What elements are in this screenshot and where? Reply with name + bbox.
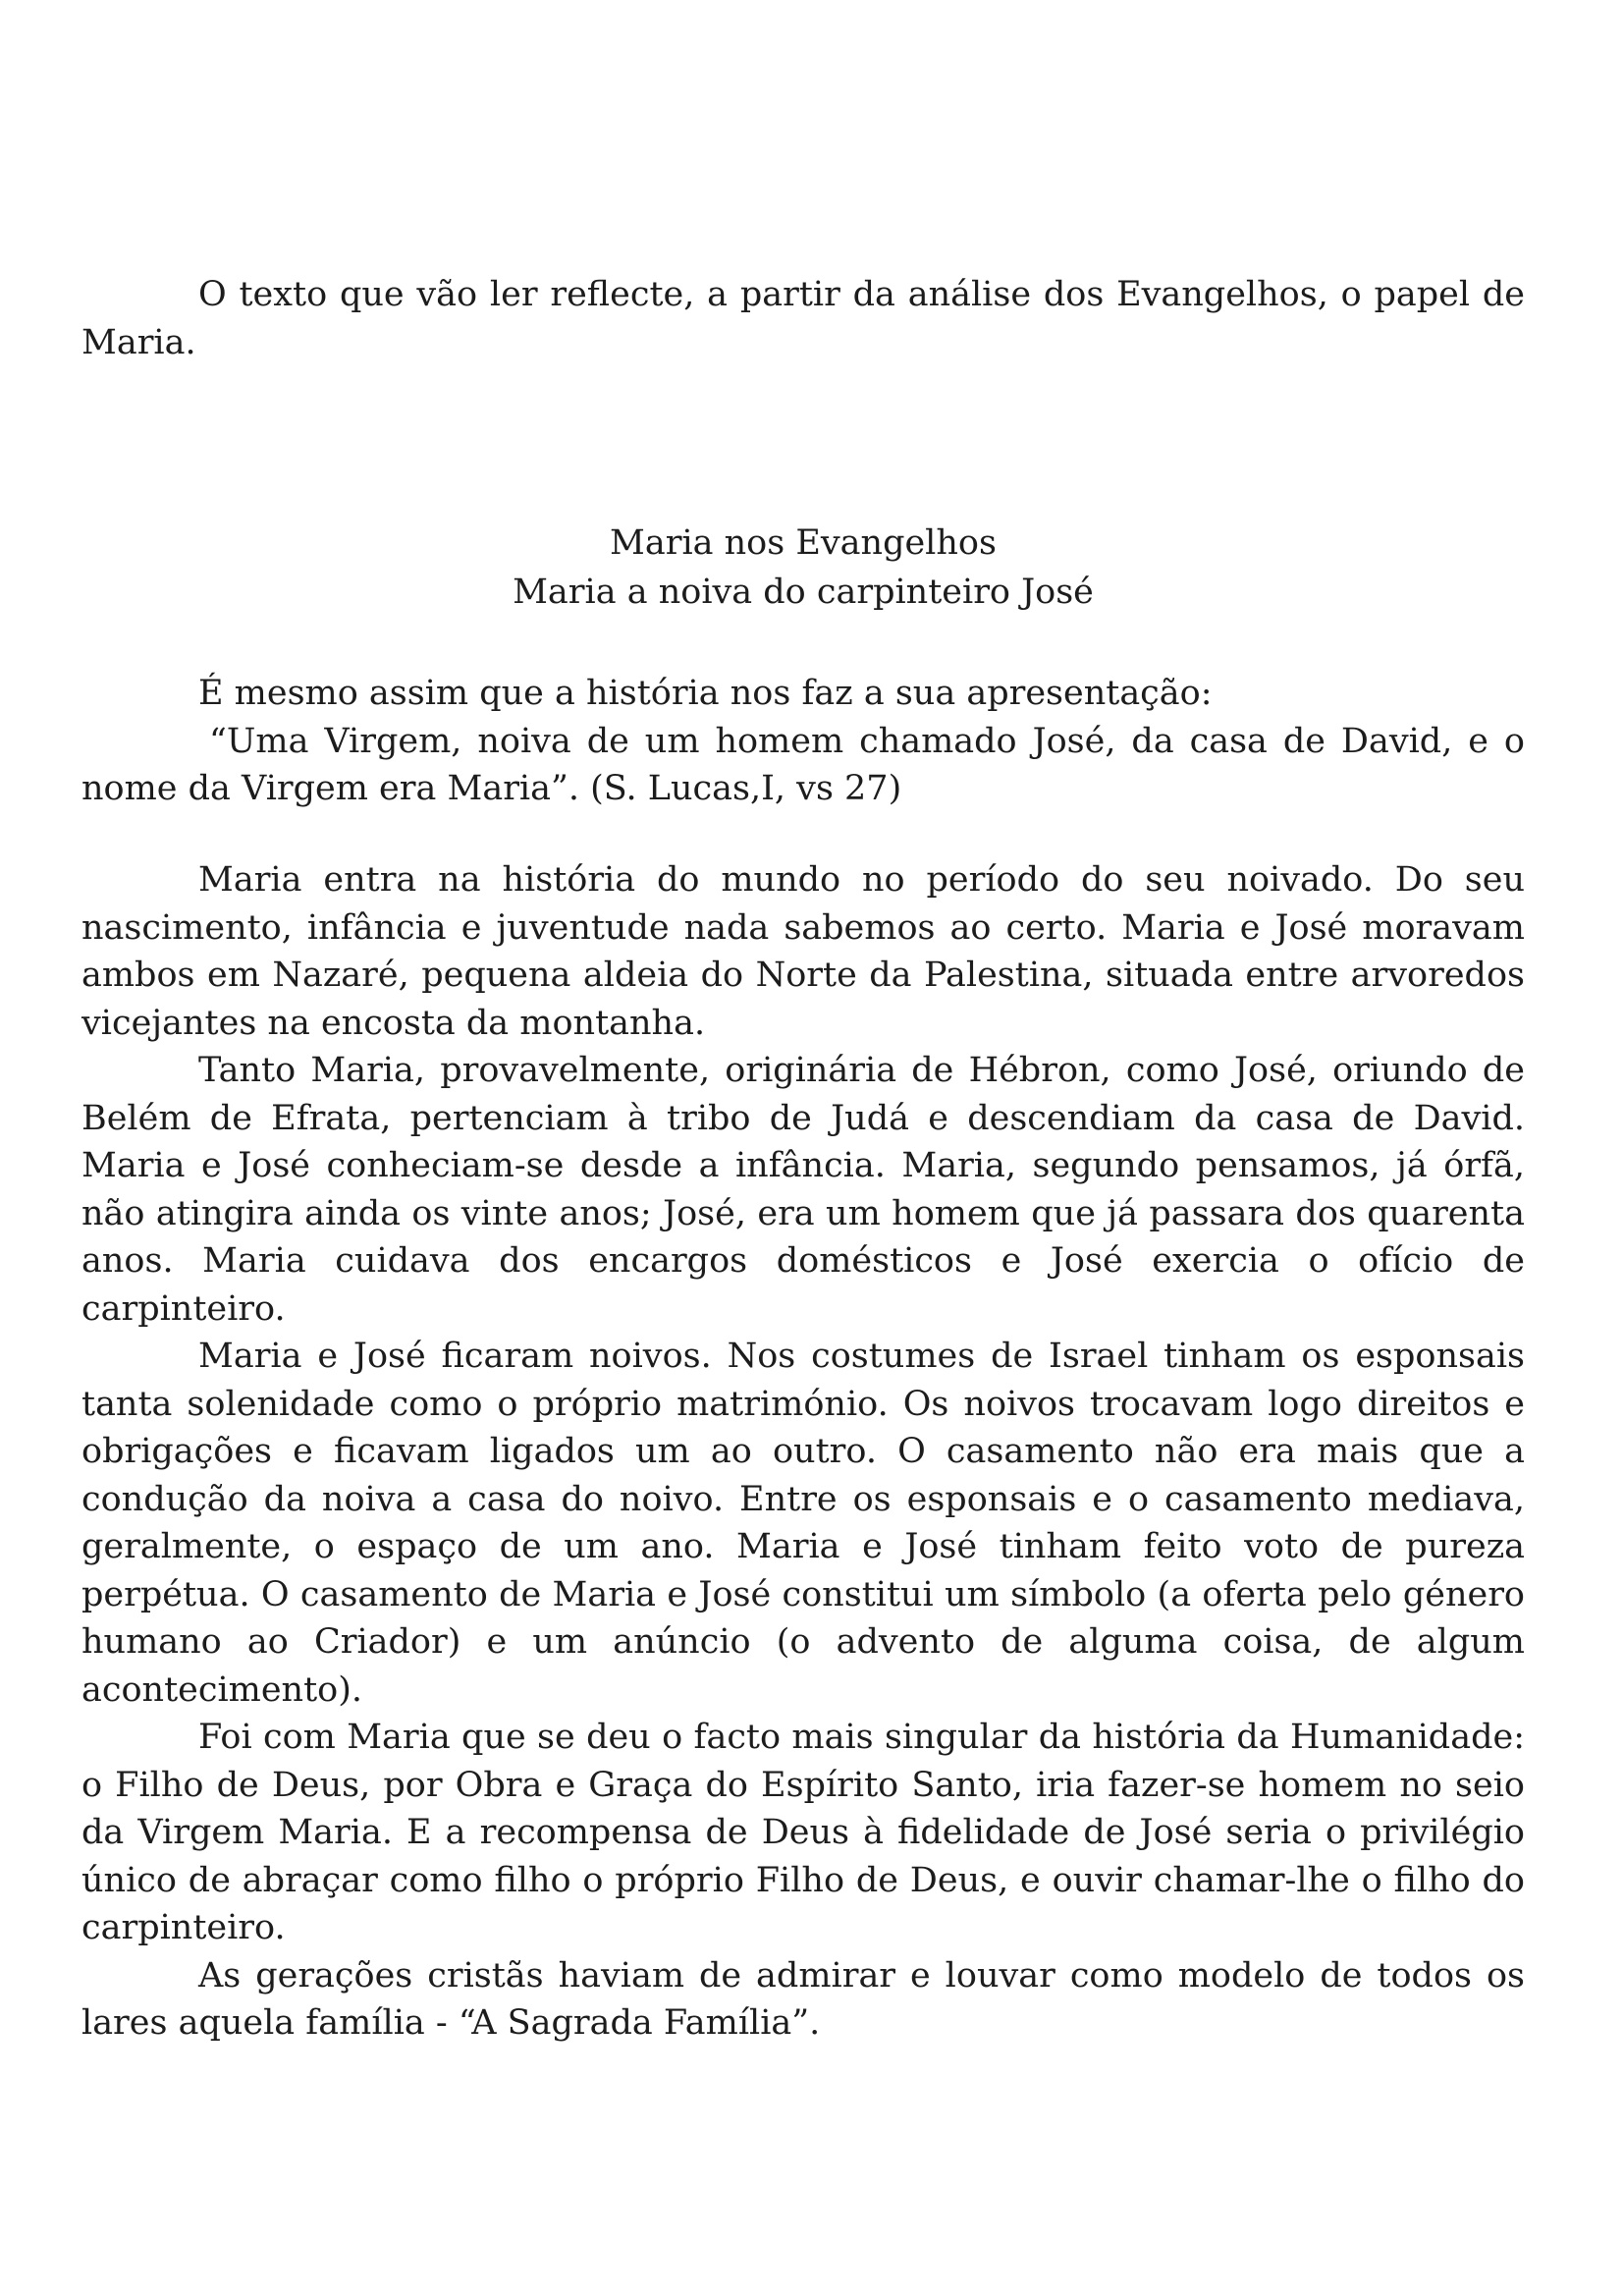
main-title: Maria nos Evangelhos [610,523,997,563]
sub-title: Maria a noiva do carpinteiro José [513,573,1094,612]
body-paragraph-2: Tanto Maria, provavelmente, originária de Hébron, como José, oriundo de Belém de Efrata, pertenciam à tribo de Judá e descendiam da casa de David. Maria e José conheciam-se desde a infância. Maria, segundo pensamos, já órfã, não atingira ainda os vinte anos; José, era um homem que já passara dos quarenta anos. Maria cuidava dos encargos domésticos e José exercia o ofício de carpinteiro. [81,1051,1525,1329]
title-block [81,519,1525,617]
body-paragraph-1: Maria entra na história do mundo no período do seu noivado. Do seu nascimento, infância e juventude nada sabemos ao certo. Maria e José moravam ambos em Nazaré, pequena aldeia do Norte da Palestina, situada entre arvoredos vicejantes na encosta da montanha. [81,860,1525,1043]
scripture-quote: “Uma Virgem, noiva de um homem chamado José, da casa de David, e o nome da Virgem era Maria”. (S. Lucas,I, vs 27) [81,721,1525,808]
body-paragraph-5: As gerações cristãs haviam de admirar e louvar como modelo de todos os lares aquela família - “A Sagrada Família”. [81,1955,1525,2043]
body-section [81,856,1525,2048]
intro-paragraph: O texto que vão ler reflecte, a partir da análise dos Evangelhos, o papel de Maria. [81,275,1525,362]
body-paragraph-3: Maria e José ficaram noivos. Nos costumes de Israel tinham os esponsais tanta solenidade como o próprio matrimónio. Os noivos trocavam logo direitos e obrigações e ficavam ligados um ao outro. O casamento não era mais que a condução da noiva a casa do noivo. Entre os esponsais e o casamento mediava, geralmente, o espaço de um ano. Maria e José tinham feito voto de pureza perpétua. O casamento de Maria e José constitui um símbolo (a oferta pelo género humano ao Criador) e um anúncio (o advento de alguma coisa, de algum acontecimento). [81,1337,1525,1710]
intro-section [81,271,1525,366]
body-paragraph-4: Foi com Maria que se deu o facto mais singular da história da Humanidade: o Filho de Deus, por Obra e Graça do Espírito Santo, iria fazer-se homem no seio da Virgem Maria. E a recompensa de Deus à fidelidade de José seria o privilégio único de abraçar como filho o próprio Filho de Deus, e ouvir chamar-lhe o filho do carpinteiro. [81,1718,1525,1947]
presentation-section [81,670,1525,813]
presentation-lead: É mesmo assim que a história nos faz a sua apresentação: [198,674,1213,713]
